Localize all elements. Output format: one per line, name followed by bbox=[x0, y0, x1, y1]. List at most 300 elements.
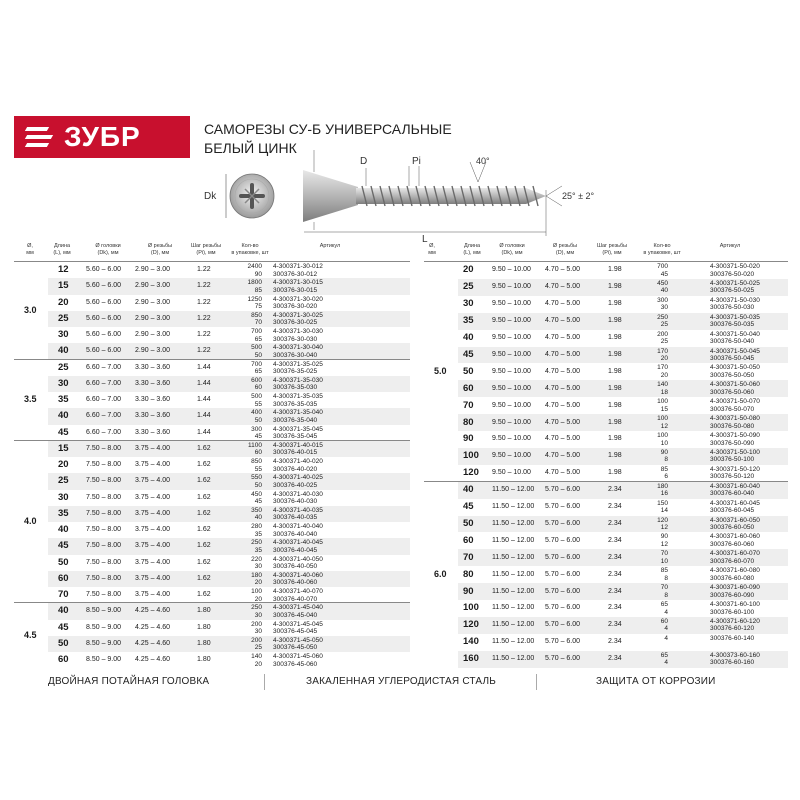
row-thread-diameter: 5.70 – 6.00 bbox=[545, 638, 581, 646]
row-article bbox=[710, 415, 760, 430]
row-article-2: 300376-60-160 bbox=[710, 659, 755, 667]
row-article-2: 300376-45-040 bbox=[273, 611, 318, 619]
row-article-2: 300376-30-025 bbox=[273, 319, 318, 327]
row-quantity-2: 65 bbox=[254, 368, 262, 375]
row-quantity-1: 60 bbox=[660, 617, 668, 625]
row-quantity-2: 20 bbox=[660, 355, 668, 362]
row-thread-pitch: 1.62 bbox=[197, 509, 211, 517]
row-quantity bbox=[222, 572, 262, 587]
row-length: 160 bbox=[463, 653, 479, 665]
row-head-diameter: 7.50 – 8.00 bbox=[86, 558, 122, 566]
row-quantity-2: 40 bbox=[660, 287, 668, 295]
row-quantity-2: 12 bbox=[660, 524, 668, 531]
row-quantity bbox=[628, 432, 668, 447]
table-row bbox=[458, 380, 788, 397]
row-article bbox=[710, 331, 760, 346]
row-article-2: 300376-35-035 bbox=[273, 400, 318, 408]
row-length: 90 bbox=[463, 585, 474, 597]
row-thread-pitch: 2.34 bbox=[608, 655, 622, 663]
row-quantity-1: 100 bbox=[251, 588, 262, 595]
row-quantity-1: 350 bbox=[251, 506, 262, 514]
row-length: 25 bbox=[463, 281, 474, 293]
row-quantity-2: 35 bbox=[254, 546, 262, 554]
row-quantity bbox=[628, 297, 668, 312]
header-diam: Ø, мм bbox=[428, 243, 436, 256]
row-thread-pitch: 1.44 bbox=[197, 379, 211, 387]
row-head-diameter: 8.50 – 9.00 bbox=[86, 656, 122, 664]
row-quantity bbox=[222, 296, 262, 311]
row-quantity bbox=[628, 415, 668, 430]
row-article-1: 4-300371-40-025 bbox=[273, 474, 323, 482]
row-length: 45 bbox=[463, 501, 474, 513]
row-article bbox=[273, 588, 323, 603]
row-article-1: 4-300371-45-040 bbox=[273, 604, 323, 612]
row-quantity bbox=[628, 618, 668, 633]
table-row bbox=[458, 617, 788, 634]
feature-hardened-steel: ЗАКАЛЕННАЯ УГЛЕРОДИСТАЯ СТАЛЬ bbox=[306, 676, 496, 687]
row-article-2: 300376-50-040 bbox=[710, 338, 755, 346]
row-article bbox=[710, 364, 760, 379]
row-head-diameter: 6.60 – 7.00 bbox=[86, 412, 122, 420]
table-row bbox=[48, 311, 410, 327]
row-quantity-2: 60 bbox=[254, 384, 262, 392]
row-quantity-2: 15 bbox=[660, 405, 668, 413]
row-article bbox=[273, 507, 323, 522]
row-head-diameter: 7.50 – 8.00 bbox=[86, 526, 122, 534]
row-thread-pitch: 1.62 bbox=[197, 444, 211, 452]
row-head-diameter: 9.50 – 10.00 bbox=[492, 418, 531, 426]
row-head-diameter: 6.60 – 7.00 bbox=[86, 428, 122, 436]
row-thread-pitch: 2.34 bbox=[608, 587, 622, 595]
row-article bbox=[710, 280, 760, 295]
row-article bbox=[710, 381, 760, 396]
diagram-label-angle-tip: 25° ± 2° bbox=[562, 191, 595, 201]
row-quantity bbox=[222, 393, 262, 408]
row-length: 90 bbox=[463, 433, 474, 445]
row-head-diameter: 9.50 – 10.00 bbox=[492, 283, 531, 291]
row-length: 45 bbox=[58, 621, 69, 633]
row-quantity bbox=[628, 635, 668, 643]
row-quantity-2: 75 bbox=[254, 303, 262, 310]
row-thread-pitch: 1.62 bbox=[197, 558, 211, 566]
row-thread-diameter: 3.30 – 3.60 bbox=[135, 396, 171, 404]
row-article-2: 300376-35-040 bbox=[273, 416, 318, 424]
row-length: 25 bbox=[58, 361, 69, 373]
row-quantity bbox=[628, 652, 668, 667]
row-length: 80 bbox=[463, 416, 474, 428]
row-thread-diameter: 4.70 – 5.00 bbox=[545, 317, 581, 325]
row-article-2: 300376-40-050 bbox=[273, 563, 318, 570]
row-thread-diameter: 3.75 – 4.00 bbox=[135, 574, 171, 582]
group-diameter: 3.5 bbox=[24, 394, 37, 405]
row-thread-diameter: 2.90 – 3.00 bbox=[135, 266, 171, 274]
row-head-diameter: 11.50 – 12.00 bbox=[492, 621, 535, 629]
row-thread-diameter: 4.25 – 4.60 bbox=[135, 656, 171, 664]
row-article bbox=[273, 361, 323, 376]
row-quantity-1: 300 bbox=[657, 296, 668, 304]
row-length: 25 bbox=[58, 312, 69, 324]
row-quantity bbox=[222, 556, 262, 571]
row-head-diameter: 7.50 – 8.00 bbox=[86, 444, 122, 452]
row-thread-diameter: 5.70 – 6.00 bbox=[545, 536, 581, 544]
row-thread-pitch: 1.44 bbox=[197, 363, 211, 371]
row-article-2: 300376-50-070 bbox=[710, 405, 755, 413]
row-length: 15 bbox=[58, 442, 69, 454]
row-article bbox=[710, 348, 760, 363]
row-thread-diameter: 5.70 – 6.00 bbox=[545, 655, 581, 663]
row-head-diameter: 9.50 – 10.00 bbox=[492, 367, 531, 375]
row-length: 30 bbox=[58, 491, 69, 503]
row-quantity-2: 45 bbox=[254, 498, 262, 505]
header-thread: Ø резьбы (D), мм bbox=[552, 243, 578, 256]
row-quantity bbox=[628, 584, 668, 599]
row-article-2: 300376-60-060 bbox=[710, 540, 755, 548]
row-quantity-1: 150 bbox=[657, 499, 668, 507]
row-length: 45 bbox=[58, 426, 69, 438]
row-thread-pitch: 1.80 bbox=[197, 623, 211, 631]
table-row bbox=[458, 600, 788, 617]
row-length: 20 bbox=[58, 296, 69, 308]
row-quantity-1: 4 bbox=[664, 634, 668, 642]
row-thread-diameter: 4.70 – 5.00 bbox=[545, 350, 581, 358]
row-article-2: 300376-30-015 bbox=[273, 286, 318, 294]
row-article-1: 4-300371-60-070 bbox=[710, 550, 760, 558]
row-article bbox=[273, 556, 323, 571]
row-length: 12 bbox=[58, 264, 69, 276]
row-quantity-2: 10 bbox=[660, 557, 668, 565]
row-thread-pitch: 1.98 bbox=[608, 283, 622, 291]
row-length: 40 bbox=[58, 410, 69, 422]
row-length: 50 bbox=[58, 637, 69, 649]
row-quantity bbox=[628, 381, 668, 396]
row-quantity-1: 500 bbox=[251, 344, 262, 352]
row-quantity-1: 140 bbox=[657, 381, 668, 389]
row-thread-pitch: 1.98 bbox=[608, 469, 622, 477]
table-row bbox=[48, 376, 410, 392]
row-length: 100 bbox=[463, 602, 479, 614]
row-thread-pitch: 1.62 bbox=[197, 461, 211, 469]
header-head: Ø головки (Dk), мм bbox=[95, 243, 121, 256]
row-head-diameter: 5.60 – 6.00 bbox=[86, 282, 122, 290]
title-line-1: САМОРЕЗЫ СУ-Б УНИВЕРСАЛЬНЫЕ bbox=[204, 121, 452, 137]
feature-countersunk-head: ДВОЙНАЯ ПОТАЙНАЯ ГОЛОВКА bbox=[48, 676, 210, 687]
row-article bbox=[710, 652, 760, 667]
row-quantity-2: 40 bbox=[254, 514, 262, 522]
row-quantity-2: 55 bbox=[254, 400, 262, 408]
row-thread-pitch: 2.34 bbox=[608, 486, 622, 494]
row-article-1: 4-300371-35-025 bbox=[273, 360, 323, 368]
row-thread-diameter: 4.25 – 4.60 bbox=[135, 639, 171, 647]
row-quantity-1: 200 bbox=[251, 636, 262, 644]
table-row bbox=[48, 392, 410, 408]
table-row bbox=[458, 516, 788, 533]
table-row bbox=[458, 414, 788, 431]
row-thread-diameter: 5.70 – 6.00 bbox=[545, 621, 581, 629]
row-quantity-2: 12 bbox=[660, 422, 668, 430]
row-quantity-2: 12 bbox=[660, 540, 668, 548]
row-article-2: 300376-60-050 bbox=[710, 524, 755, 531]
row-quantity-1: 250 bbox=[251, 539, 262, 547]
row-thread-pitch: 2.34 bbox=[608, 519, 622, 527]
row-thread-pitch: 1.44 bbox=[197, 428, 211, 436]
row-length: 60 bbox=[463, 382, 474, 394]
row-article bbox=[273, 474, 323, 489]
row-thread-diameter: 2.90 – 3.00 bbox=[135, 347, 171, 355]
row-quantity bbox=[628, 364, 668, 379]
row-head-diameter: 9.50 – 10.00 bbox=[492, 300, 531, 308]
row-quantity-2: 8 bbox=[664, 456, 668, 464]
row-thread-diameter: 3.75 – 4.00 bbox=[135, 526, 171, 534]
row-quantity-2: 4 bbox=[664, 625, 668, 633]
row-quantity-2: 6 bbox=[664, 473, 668, 481]
row-head-diameter: 7.50 – 8.00 bbox=[86, 493, 122, 501]
row-quantity-2: 70 bbox=[254, 319, 262, 327]
row-quantity-2: 90 bbox=[254, 270, 262, 278]
row-quantity bbox=[222, 377, 262, 392]
table-row bbox=[48, 360, 410, 376]
row-thread-pitch: 1.22 bbox=[197, 331, 211, 339]
row-quantity-2: 8 bbox=[664, 591, 668, 599]
row-article-2: 300376-40-070 bbox=[273, 595, 318, 603]
row-article bbox=[273, 572, 323, 587]
screw-diagram bbox=[190, 150, 610, 245]
row-thread-pitch: 1.80 bbox=[197, 656, 211, 664]
row-head-diameter: 11.50 – 12.00 bbox=[492, 519, 535, 527]
row-quantity bbox=[628, 483, 668, 498]
table-row bbox=[48, 587, 410, 603]
row-article bbox=[710, 567, 760, 582]
table-row bbox=[48, 295, 410, 311]
row-article-2: 300376-50-060 bbox=[710, 388, 755, 396]
row-article bbox=[273, 426, 323, 441]
row-quantity-1: 700 bbox=[251, 328, 262, 335]
row-head-diameter: 9.50 – 10.00 bbox=[492, 317, 531, 325]
row-quantity-2: 18 bbox=[660, 388, 668, 396]
row-quantity bbox=[222, 426, 262, 441]
row-article-2: 300376-30-040 bbox=[273, 351, 318, 359]
row-quantity-1: 120 bbox=[657, 516, 668, 524]
row-thread-diameter: 5.70 – 6.00 bbox=[545, 570, 581, 578]
row-quantity-1: 100 bbox=[657, 432, 668, 439]
row-quantity bbox=[222, 474, 262, 489]
row-thread-diameter: 3.75 – 4.00 bbox=[135, 558, 171, 566]
row-article bbox=[710, 398, 760, 413]
row-head-diameter: 9.50 – 10.00 bbox=[492, 401, 531, 409]
row-article-2: 300376-50-035 bbox=[710, 321, 755, 329]
row-article bbox=[710, 466, 760, 481]
group-diameter: 5.0 bbox=[434, 365, 447, 376]
row-length: 100 bbox=[463, 450, 479, 462]
header-len: Длина (L), мм bbox=[463, 243, 481, 256]
header-art: Артикул bbox=[319, 243, 341, 249]
row-article-1: 4-300373-60-160 bbox=[710, 651, 760, 659]
row-head-diameter: 7.50 – 8.00 bbox=[86, 509, 122, 517]
row-head-diameter: 11.50 – 12.00 bbox=[492, 553, 535, 561]
table-row bbox=[458, 397, 788, 414]
row-article bbox=[273, 296, 323, 311]
row-article-1: 4-300371-50-090 bbox=[710, 432, 760, 439]
row-quantity bbox=[222, 442, 262, 457]
row-quantity-1: 500 bbox=[251, 393, 262, 400]
diagram-label-length: L bbox=[422, 234, 428, 245]
row-length: 40 bbox=[58, 345, 69, 357]
row-thread-diameter: 4.70 – 5.00 bbox=[545, 283, 581, 291]
row-length: 60 bbox=[58, 572, 69, 584]
row-quantity-2: 50 bbox=[254, 481, 262, 489]
row-thread-pitch: 2.34 bbox=[608, 553, 622, 561]
table-header bbox=[0, 243, 800, 263]
row-quantity-2: 85 bbox=[254, 286, 262, 294]
row-thread-diameter: 4.70 – 5.00 bbox=[545, 300, 581, 308]
header-thread: Ø резьбы (D), мм bbox=[147, 243, 173, 256]
row-head-diameter: 9.50 – 10.00 bbox=[492, 452, 531, 460]
row-length: 40 bbox=[58, 605, 69, 617]
table-row bbox=[458, 651, 788, 668]
row-quantity-1: 1250 bbox=[247, 295, 262, 303]
row-article-1: 4-300371-40-070 bbox=[273, 588, 323, 595]
row-length: 120 bbox=[463, 467, 479, 479]
row-article-2: 300376-60-120 bbox=[710, 625, 755, 633]
row-quantity-1: 90 bbox=[660, 448, 668, 456]
table-row bbox=[458, 313, 788, 330]
row-article-1: 4-300371-50-030 bbox=[710, 296, 760, 304]
row-head-diameter: 9.50 – 10.00 bbox=[492, 469, 531, 477]
row-head-diameter: 7.50 – 8.00 bbox=[86, 477, 122, 485]
row-article bbox=[273, 393, 323, 408]
row-length: 140 bbox=[463, 636, 479, 648]
row-length: 35 bbox=[463, 315, 474, 327]
row-article-2: 300376-35-030 bbox=[273, 384, 318, 392]
row-thread-pitch: 1.98 bbox=[608, 317, 622, 325]
row-article-2: 300376-40-015 bbox=[273, 449, 318, 457]
row-article-1: 4-300371-30-020 bbox=[273, 295, 323, 303]
group-diameter: 3.0 bbox=[24, 304, 37, 315]
row-thread-diameter: 4.70 – 5.00 bbox=[545, 334, 581, 342]
screw-side-view bbox=[303, 168, 546, 224]
row-head-diameter: 7.50 – 8.00 bbox=[86, 461, 122, 469]
row-thread-diameter: 3.30 – 3.60 bbox=[135, 428, 171, 436]
table-row bbox=[48, 603, 410, 619]
row-length: 60 bbox=[58, 654, 69, 666]
row-article-1: 4-300371-35-045 bbox=[273, 425, 323, 433]
table-row bbox=[458, 499, 788, 516]
row-article bbox=[273, 637, 323, 652]
row-thread-diameter: 4.25 – 4.60 bbox=[135, 607, 171, 615]
row-article-1: 4-300371-40-030 bbox=[273, 490, 323, 498]
row-length: 30 bbox=[463, 298, 474, 310]
row-thread-pitch: 1.44 bbox=[197, 412, 211, 420]
row-thread-diameter: 5.70 – 6.00 bbox=[545, 604, 581, 612]
row-thread-pitch: 1.62 bbox=[197, 591, 211, 599]
row-article-1: 4-300371-50-025 bbox=[710, 279, 760, 287]
row-quantity-1: 400 bbox=[251, 409, 262, 417]
row-article-2: 300376-40-045 bbox=[273, 546, 318, 554]
row-length: 30 bbox=[58, 329, 69, 341]
row-quantity-2: 25 bbox=[660, 338, 668, 346]
row-article-2: 300376-30-020 bbox=[273, 303, 318, 310]
row-article bbox=[710, 432, 760, 447]
row-quantity-2: 4 bbox=[664, 659, 668, 667]
row-quantity-1: 700 bbox=[657, 263, 668, 270]
row-thread-diameter: 3.75 – 4.00 bbox=[135, 444, 171, 452]
row-article bbox=[710, 449, 760, 464]
row-thread-diameter: 3.30 – 3.60 bbox=[135, 363, 171, 371]
row-thread-pitch: 1.62 bbox=[197, 477, 211, 485]
table-row bbox=[48, 522, 410, 538]
row-quantity bbox=[222, 491, 262, 506]
row-thread-pitch: 1.62 bbox=[197, 542, 211, 550]
table-row bbox=[48, 652, 410, 668]
row-thread-diameter: 4.70 – 5.00 bbox=[545, 469, 581, 477]
row-article bbox=[273, 328, 323, 343]
row-quantity-2: 35 bbox=[254, 530, 262, 538]
row-article bbox=[273, 263, 323, 278]
row-head-diameter: 9.50 – 10.00 bbox=[492, 384, 531, 392]
group-diameter: 4.5 bbox=[24, 629, 37, 640]
row-quantity bbox=[628, 348, 668, 363]
row-quantity bbox=[222, 344, 262, 359]
title-line-2: БЕЛЫЙ ЦИНК bbox=[204, 140, 297, 156]
row-article-2: 300376-40-060 bbox=[273, 579, 318, 587]
row-quantity bbox=[222, 653, 262, 668]
brand-mark-icon bbox=[26, 127, 52, 147]
row-thread-pitch: 1.80 bbox=[197, 639, 211, 647]
group-diameter: 6.0 bbox=[434, 568, 447, 579]
row-article-2: 300376-50-120 bbox=[710, 473, 755, 481]
row-head-diameter: 5.60 – 6.00 bbox=[86, 266, 122, 274]
row-length: 70 bbox=[463, 551, 474, 563]
row-article bbox=[273, 523, 323, 538]
row-quantity-1: 850 bbox=[251, 311, 262, 319]
row-quantity bbox=[628, 314, 668, 329]
row-quantity bbox=[628, 263, 668, 278]
row-thread-diameter: 3.75 – 4.00 bbox=[135, 509, 171, 517]
row-thread-pitch: 1.62 bbox=[197, 493, 211, 501]
row-head-diameter: 11.50 – 12.00 bbox=[492, 638, 535, 646]
row-article-1: 4-300371-30-015 bbox=[273, 279, 323, 287]
row-head-diameter: 11.50 – 12.00 bbox=[492, 587, 535, 595]
row-quantity bbox=[222, 539, 262, 554]
row-thread-pitch: 1.22 bbox=[197, 266, 211, 274]
row-article bbox=[273, 458, 323, 473]
row-article bbox=[273, 344, 323, 359]
table-row bbox=[48, 620, 410, 636]
table-row bbox=[48, 408, 410, 424]
row-head-diameter: 6.60 – 7.00 bbox=[86, 363, 122, 371]
row-quantity-1: 850 bbox=[251, 458, 262, 465]
row-thread-pitch: 2.34 bbox=[608, 536, 622, 544]
row-head-diameter: 5.60 – 6.00 bbox=[86, 314, 122, 322]
row-thread-diameter: 3.75 – 4.00 bbox=[135, 542, 171, 550]
row-quantity-2: 30 bbox=[660, 304, 668, 312]
table-row bbox=[48, 278, 410, 294]
row-thread-diameter: 2.90 – 3.00 bbox=[135, 331, 171, 339]
row-article-1: 4-300371-60-050 bbox=[710, 516, 760, 524]
row-head-diameter: 5.60 – 6.00 bbox=[86, 298, 122, 306]
row-quantity bbox=[222, 312, 262, 327]
row-quantity-1: 180 bbox=[251, 571, 262, 579]
row-article-1: 4-300371-50-040 bbox=[710, 330, 760, 338]
row-quantity-1: 85 bbox=[660, 567, 668, 575]
row-article bbox=[273, 312, 323, 327]
table-row bbox=[458, 583, 788, 600]
row-article bbox=[710, 263, 760, 278]
row-quantity bbox=[222, 263, 262, 278]
row-quantity bbox=[222, 588, 262, 603]
row-article-2: 300376-50-100 bbox=[710, 456, 755, 464]
row-article-1: 4-300371-35-035 bbox=[273, 393, 323, 400]
row-quantity-1: 300 bbox=[251, 425, 262, 433]
